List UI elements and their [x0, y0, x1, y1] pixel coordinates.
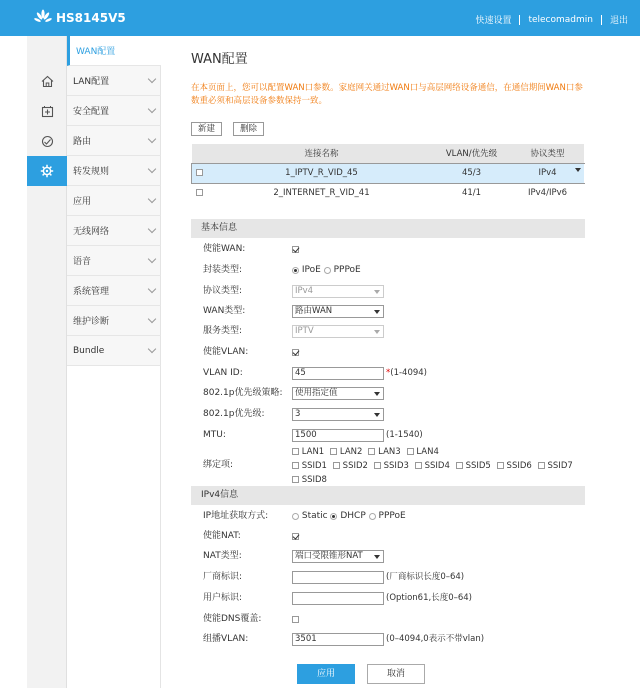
bind-options [292, 445, 582, 487]
menu-item-label: Bundle [73, 345, 105, 356]
vlan-id-label: VLAN ID: [203, 368, 243, 378]
vlan-id-hint [386, 365, 427, 381]
bind-option[interactable] [292, 459, 327, 473]
bind-option[interactable] [330, 445, 362, 459]
chevron-down-icon [148, 345, 156, 353]
table-header-cell: 协议类型 [512, 144, 584, 163]
menu-item-label: 安全配置 [73, 107, 110, 117]
prio-policy-select[interactable]: 使用指定值 [292, 387, 384, 400]
top-links [475, 13, 628, 26]
dns-override-field [292, 611, 299, 627]
home-icon[interactable] [27, 66, 67, 96]
chevron-down-icon [148, 105, 156, 113]
quick-setup-link[interactable]: 快速设置 [475, 16, 512, 26]
diagnose-icon[interactable] [27, 126, 67, 156]
table-cell: IPv4 [512, 163, 584, 183]
menu-item-maintenance[interactable] [67, 306, 161, 336]
prio-field [292, 406, 384, 422]
dns-override-checkbox[interactable] [292, 616, 299, 623]
bind-option-label: LAN1 [301, 447, 325, 457]
chevron-down-icon [148, 195, 156, 203]
chevron-down-icon [148, 75, 156, 83]
menu-item-voice[interactable] [67, 246, 161, 276]
new-button[interactable]: 新建 [191, 122, 222, 136]
bind-option-label: SSID3 [383, 461, 409, 471]
chevron-down-icon [148, 255, 156, 263]
bind-checkbox[interactable] [538, 462, 545, 469]
encap-field [292, 262, 361, 278]
chevron-down-icon [148, 135, 156, 143]
chevron-down-icon [148, 225, 156, 233]
prio-policy-field [292, 385, 384, 401]
page-note: 在本页面上，您可以配置WAN口参数。家庭网关通过WAN口与高层网络设备通信，在通信期间WAN口参数重必须和高层设备参数保持一致。 [191, 83, 583, 106]
vendor-hint: (厂商标识长度0–64) [386, 572, 465, 582]
table-cell: 41/1 [461, 188, 482, 199]
nat-type-select[interactable]: 端口受限锥形NAT [292, 550, 384, 563]
bind-option[interactable] [415, 459, 450, 473]
gear-icon[interactable] [27, 156, 67, 186]
mcast-vlan-hint: (0–4094,0表示不带vlan) [386, 634, 485, 644]
menu-item-route[interactable] [67, 126, 161, 156]
mtu-hint: (1-1540) [386, 430, 423, 440]
bind-option-label: SSID7 [547, 461, 573, 471]
bind-checkbox[interactable] [415, 462, 422, 469]
proto-label: 协议类型: [203, 286, 243, 296]
wan-type-select[interactable]: 路由WAN [292, 305, 384, 318]
radio-label: PPPoE [333, 265, 361, 275]
prio-label: 802.1p优先级: [203, 409, 265, 419]
wan-table [191, 144, 585, 203]
menu-item-bundle[interactable] [67, 336, 161, 366]
vendor-field [292, 569, 464, 585]
mcast-vlan-label: 组播VLAN: [203, 634, 249, 644]
menu-item-label: WAN配置 [76, 47, 116, 57]
vendor-input[interactable] [292, 571, 384, 584]
user-id-field [292, 590, 472, 606]
wan-type-field [292, 303, 384, 319]
bind-checkbox[interactable] [292, 462, 299, 469]
enable-wan-field [292, 241, 299, 257]
encap-ipoe-radio[interactable] [292, 267, 299, 274]
vlan-id-field [292, 365, 427, 381]
table-header [192, 144, 585, 163]
svc-type-field [292, 323, 384, 339]
brand-name: HS8145V5 [56, 11, 126, 25]
dns-override-label: 使能DNS覆盖: [203, 614, 262, 624]
menu-item-label: 语音 [73, 257, 92, 267]
enable-vlan-checkbox[interactable] [292, 349, 299, 356]
menu-item-label: 系统管理 [73, 287, 110, 297]
user-name: telecomadmin [528, 14, 593, 25]
enable-nat-label: 使能NAT: [203, 531, 241, 541]
table-row[interactable] [192, 183, 585, 203]
bind-label: 绑定项: [203, 460, 234, 470]
bind-option[interactable] [538, 459, 573, 473]
prio-select[interactable]: 3 [292, 408, 384, 421]
user-id-input[interactable] [292, 592, 384, 605]
enable-wan-checkbox[interactable] [292, 246, 299, 253]
chevron-down-icon [148, 315, 156, 323]
table-header-cell [192, 144, 212, 163]
divider [519, 15, 520, 25]
apply-button[interactable]: 应用 [297, 664, 355, 684]
addr-mode-field [292, 508, 406, 524]
encap-label: 封装类型: [203, 265, 243, 275]
radio-label: DHCP [340, 511, 366, 521]
mtu-input[interactable]: 1500 [292, 429, 384, 442]
bind-option-label: LAN4 [416, 447, 439, 457]
nat-type-label: NAT类型: [203, 551, 242, 561]
encap-pppoe-radio[interactable] [324, 267, 331, 274]
menu-item-wireless[interactable] [67, 216, 161, 246]
bind-option[interactable] [333, 459, 368, 473]
bind-checkbox[interactable] [368, 448, 375, 455]
bind-checkbox[interactable] [292, 476, 299, 483]
menu-item-apps[interactable] [67, 186, 161, 216]
menu-item-label: 维护诊断 [73, 317, 110, 327]
bind-option-label: SSID5 [465, 461, 491, 471]
bind-option[interactable] [292, 445, 324, 459]
vlan-id-input[interactable]: 45 [292, 367, 384, 380]
basic-info-header: 基本信息 [191, 219, 585, 238]
menu-item-label: LAN配置 [73, 77, 110, 87]
static-radio[interactable] [292, 513, 299, 520]
bind-option-label: SSID6 [506, 461, 532, 471]
pppoe-radio[interactable] [369, 513, 376, 520]
bind-option[interactable] [374, 459, 409, 473]
table-cell: 45/3 [432, 163, 512, 183]
radio-label: Static [301, 511, 328, 521]
nat-type-field [292, 548, 384, 564]
logout-link[interactable]: 退出 [609, 16, 628, 26]
vendor-label: 厂商标识: [203, 572, 243, 582]
menu-item-label: 路由 [73, 137, 92, 147]
ipv4-info-header: IPv4信息 [191, 486, 585, 505]
bind-option[interactable] [407, 445, 439, 459]
bind-checkbox[interactable] [407, 448, 414, 455]
row-checkbox[interactable] [196, 169, 203, 176]
user-id-label: 用户标识: [203, 593, 243, 603]
enable-vlan-field [292, 344, 299, 360]
cancel-button[interactable]: 取消 [367, 664, 425, 684]
chevron-down-icon [148, 165, 156, 173]
menu-item-label: 无线网络 [73, 227, 110, 237]
proto-select[interactable]: IPv4 [292, 285, 384, 298]
hint-text: (1-4094) [390, 368, 427, 378]
menu-item-label: 应用 [73, 197, 92, 207]
svc-type-select[interactable]: IPTV [292, 325, 384, 338]
divider [601, 15, 602, 25]
bind-option-label: LAN3 [378, 447, 401, 457]
addr-mode-label: IP地址获取方式: [203, 511, 269, 521]
bind-option-label: SSID8 [301, 475, 327, 485]
menu-item-label: 转发规则 [73, 167, 110, 177]
table-row[interactable] [192, 163, 585, 183]
mcast-vlan-input[interactable]: 3501 [292, 633, 384, 646]
wan-type-label: WAN类型: [203, 306, 246, 316]
menu-item-security[interactable] [67, 96, 161, 126]
page-title: WAN配置 [191, 52, 248, 67]
chevron-down-icon [148, 285, 156, 293]
enable-wan-label: 使能WAN: [203, 244, 246, 254]
menu-item-lan-config[interactable] [67, 66, 161, 96]
bind-checkbox[interactable] [374, 462, 381, 469]
icon-rail [27, 36, 67, 688]
svc-type-label: 服务类型: [203, 326, 243, 336]
bind-checkbox[interactable] [497, 462, 504, 469]
bind-option[interactable] [497, 459, 532, 473]
proto-field [292, 283, 384, 299]
enable-nat-checkbox[interactable] [292, 533, 299, 540]
bind-option-label: SSID4 [424, 461, 450, 471]
menu-blank-area [67, 366, 161, 688]
bind-checkbox[interactable] [456, 462, 463, 469]
bind-option[interactable] [368, 445, 400, 459]
menu-item-wan-config[interactable] [67, 36, 161, 66]
bind-option-label: SSID2 [342, 461, 368, 471]
top-bar [0, 0, 640, 36]
table-cell: 1_IPTV_R_VID_45 [212, 163, 432, 183]
mtu-field [292, 427, 423, 443]
enable-vlan-label: 使能VLAN: [203, 347, 249, 357]
device-icon[interactable] [27, 96, 67, 126]
menu-item-system[interactable] [67, 276, 161, 306]
row-checkbox-cell [192, 163, 212, 183]
user-id-hint: (Option61,长度0–64) [386, 593, 472, 603]
bind-option[interactable] [456, 459, 491, 473]
row-checkbox-cell [192, 183, 212, 203]
bind-option-label: LAN2 [339, 447, 363, 457]
table-header-cell: 连接名称 [212, 144, 432, 163]
mcast-vlan-field [292, 631, 484, 647]
bind-option[interactable] [292, 473, 327, 487]
bind-checkbox[interactable] [330, 448, 337, 455]
huawei-logo-icon [34, 9, 52, 27]
bind-option-label: SSID1 [301, 461, 327, 471]
enable-nat-field [292, 528, 299, 544]
prio-policy-label: 802.1p优先级策略: [203, 388, 283, 398]
dhcp-radio[interactable] [330, 513, 337, 520]
bind-checkbox[interactable] [333, 462, 340, 469]
radio-label: PPPoE [378, 511, 406, 521]
required-mark: * [386, 368, 391, 378]
table-cell: 2_INTERNET_R_VID_41 [273, 188, 370, 199]
table-cell: IPv4/IPv6 [528, 188, 568, 199]
mtu-label: MTU: [203, 430, 226, 440]
radio-label: IPoE [301, 265, 321, 275]
delete-button[interactable]: 删除 [233, 122, 264, 136]
menu-item-forward-rules[interactable] [67, 156, 161, 186]
row-checkbox[interactable] [196, 189, 203, 196]
table-header-cell: VLAN/优先级 [432, 144, 512, 163]
bind-checkbox[interactable] [292, 448, 299, 455]
